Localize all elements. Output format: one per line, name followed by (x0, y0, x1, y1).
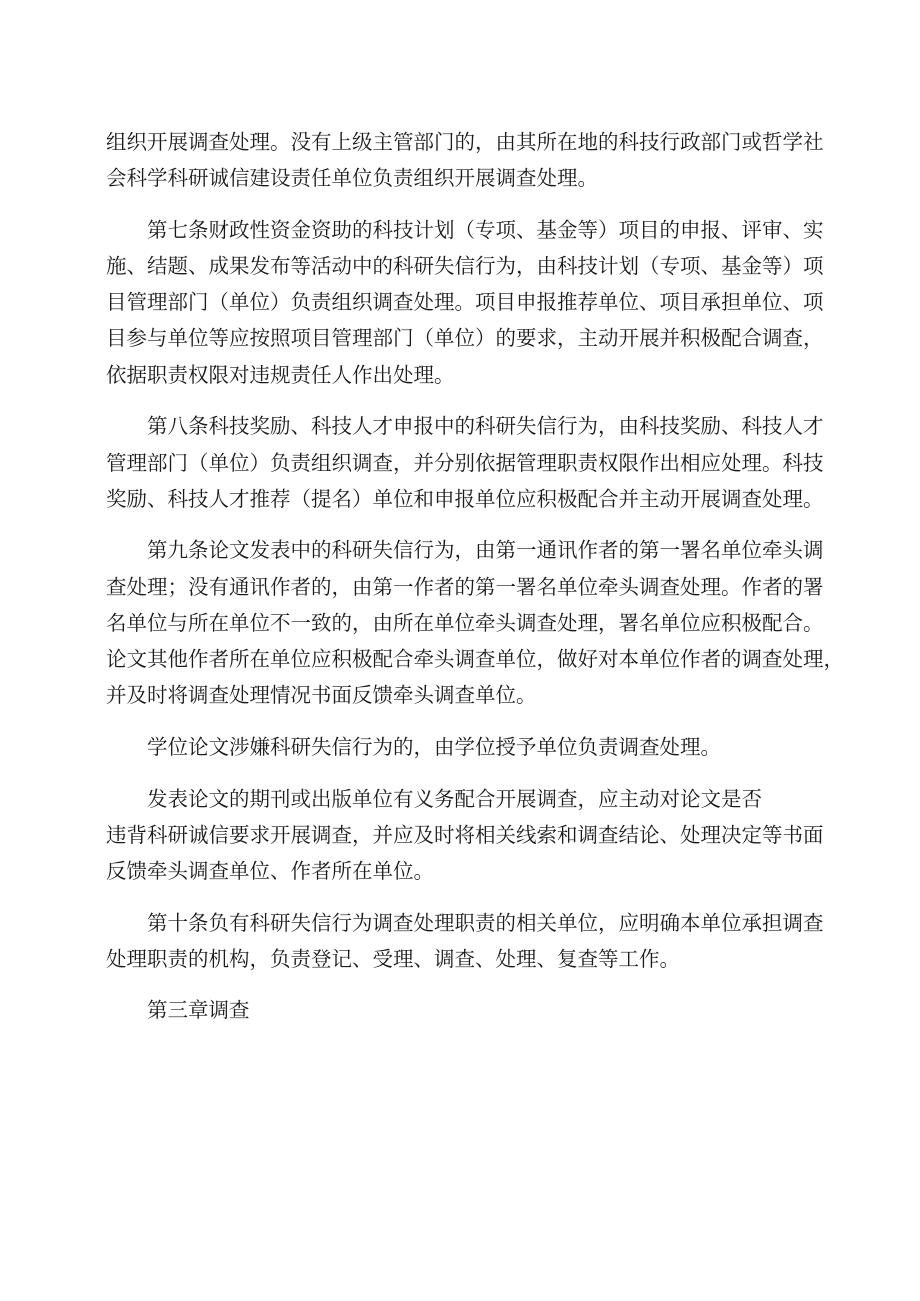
text-line: 组织开展调查处理。没有上级主管部门的，由其所在地的科技行政部门或哲学社 (106, 130, 824, 154)
text-line: 第九条论文发表中的科研失信行为，由第一通讯作者的第一署名单位牵头调 (147, 538, 824, 563)
text-line: 施、结题、成果发布等活动中的科研失信行为，由科技计划（专项、基金等）项 (106, 254, 824, 279)
paragraph-article-8 (106, 408, 824, 517)
text-line: 反馈牵头调查单位、作者所在单位。 (106, 858, 434, 883)
document-body (106, 124, 844, 1044)
text-line: 第八条科技奖励、科技人才申报中的科研失信行为，由科技奖励、科技人才 (147, 414, 824, 439)
paragraph-journal (106, 781, 824, 890)
paragraph-article-9 (106, 532, 844, 713)
text-line: 名单位与所在单位不一致的，由所在单位牵头调查处理，署名单位应积极配合。 (106, 610, 824, 635)
text-line: 论文其他作者所在单位应积极配合牵头调查单位，做好对本单位作者的调查处理， (106, 646, 844, 671)
text-line: 处理职责的机构，负责登记、受理、调查、处理、复查等工作。 (106, 946, 680, 971)
chapter-title: 第三章调查 (147, 998, 250, 1023)
text-line: 目管理部门（单位）负责组织调查处理。项目申报推荐单位、项目承担单位、项 (106, 290, 824, 315)
text-line: 管理部门（单位）负责组织调查，并分别依据管理职责权限作出相应处理。科技 (106, 450, 824, 475)
text-line: 会科学科研诚信建设责任单位负责组织开展调查处理。 (106, 166, 598, 191)
paragraph-article-7 (106, 212, 824, 393)
paragraph-thesis (106, 729, 818, 765)
text-line: 依据职责权限对违规责任人作出处理。 (106, 362, 455, 387)
text-line: 查处理；没有通讯作者的，由第一作者的第一署名单位牵头调查处理。作者的署 (106, 574, 824, 599)
text-line: 第十条负有科研失信行为调查处理职责的相关单位，应明确本单位承担调查 (147, 910, 824, 935)
text-line: 违背科研诚信要求开展调查，并应及时将相关线索和调查结论、处理决定等书面 (106, 822, 824, 847)
text-line: 第七条财政性资金资助的科技计划（专项、基金等）项目的申报、评审、实 (147, 217, 824, 242)
chapter-heading (106, 992, 818, 1028)
paragraph-continuation (106, 124, 824, 196)
text-line: 目参与单位等应按照项目管理部门（单位）的要求，主动开展并积极配合调查， (106, 326, 824, 351)
paragraph-article-10 (106, 905, 824, 977)
text-line: 发表论文的期刊或出版单位有义务配合开展调查，应主动对论文是否 (147, 786, 762, 811)
text-line: 并及时将调查处理情况书面反馈牵头调查单位。 (106, 683, 537, 708)
text-line: 学位论文涉嫌科研失信行为的，由学位授予单位负责调查处理。 (147, 734, 721, 759)
text-line: 奖励、科技人才推荐（提名）单位和申报单位应积极配合并主动开展调查处理。 (106, 486, 824, 511)
